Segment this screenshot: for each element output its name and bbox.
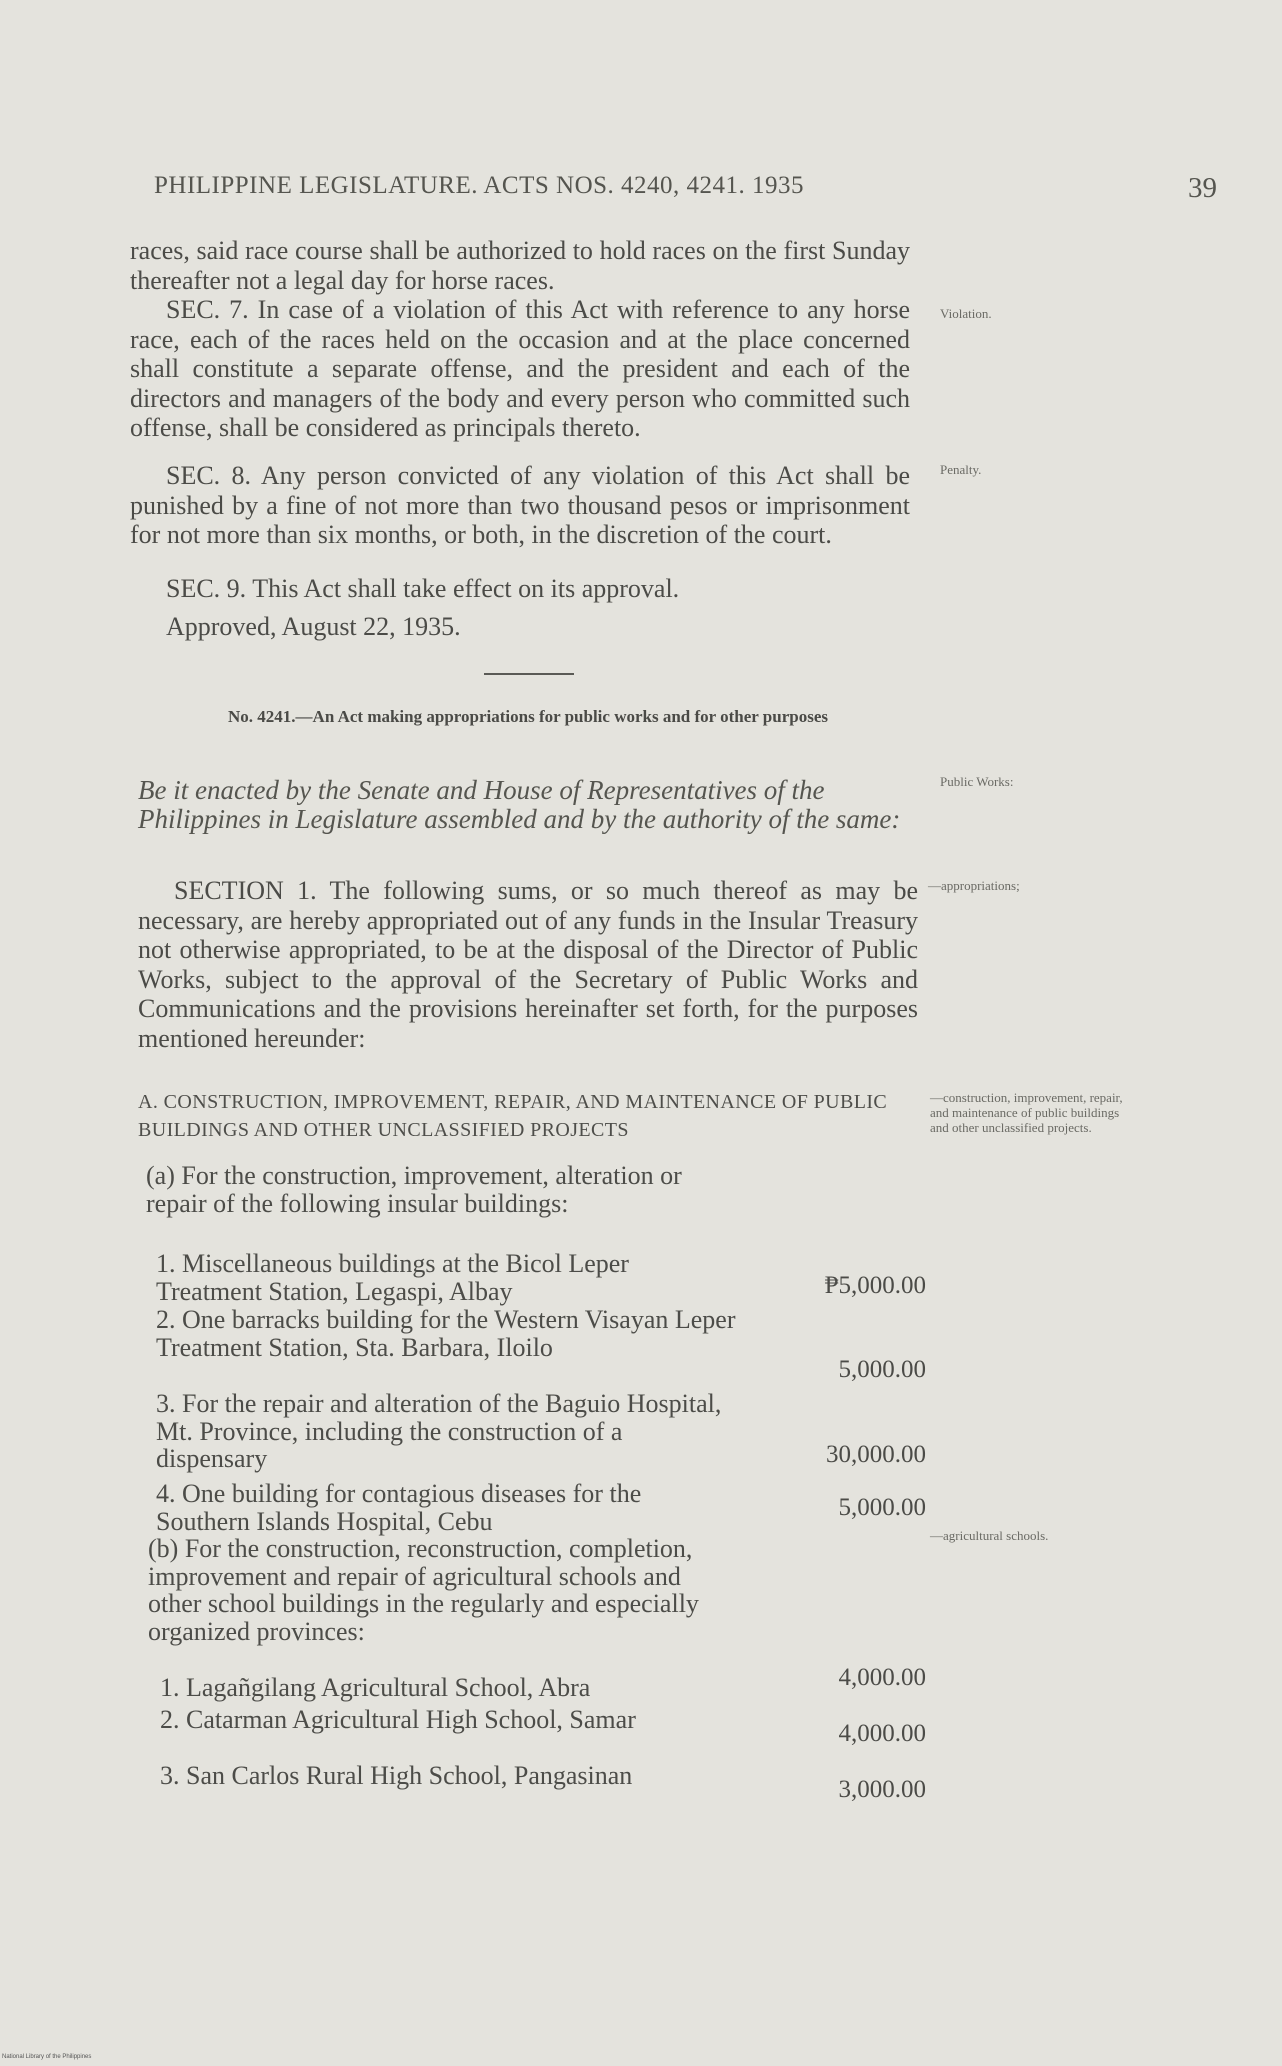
item-b1: 1. Lagañgilang Agricultural School, Abra <box>160 1673 591 1702</box>
section-1-paragraph: SECTION 1. The following sums, or so much thereof as may be necessary, are hereby appropriated out of any funds in the Insular Treasury not otherwise appropriated, to be at the disposal of the Director of Public Works, subject to the approval of the Secretary of Public Works and Communications and the provisions hereinafter set forth, for the purposes mentioned hereunder: <box>138 876 918 1053</box>
section-7-paragraph: SEC. 7. In case of a violation of this Act with reference to any horse race, each of the races held on the occasion and at the place concerned shall constitute a separate offense, and the president and each of the directors and managers of the body and every person who committed such offense, shall be considered as principals thereto. <box>130 295 910 442</box>
item-b2: 2. Catarman Agricultural High School, Samar <box>160 1705 636 1734</box>
item-b3-amount: 3,000.00 <box>838 1776 926 1803</box>
margin-note-penalty: Penalty. <box>940 462 982 477</box>
enacting-clause: Be it enacted by the Senate and House of Representatives of the Philippines in Legislature assembled and by the authority of the same: <box>138 775 901 834</box>
item-a4: 4. One building for contagious diseases for the Southern Islands Hospital, Cebu <box>156 1479 642 1536</box>
approval-date: Approved, August 22, 1935. <box>166 612 461 641</box>
margin-note-construction: —construction, improvement, repair, and maintenance of public buildings and other unclassified projects. <box>930 1090 1123 1135</box>
item-a3-amount: 30,000.00 <box>826 1441 926 1468</box>
item-a2-amount: 5,000.00 <box>838 1356 926 1383</box>
page-number: 39 <box>1188 172 1217 204</box>
item-a2: 2. One barracks building for the Western Visayan Leper Treatment Station, Sta. Barbara, Iloilo <box>156 1305 736 1362</box>
item-a-intro: (a) For the construction, improvement, alteration or repair of the following insular buildings: <box>146 1161 682 1218</box>
item-b-intro: (b) For the construction, reconstruction, completion, improvement and repair of agricultural schools and other school buildings in the regularly and especially organized provinces: <box>148 1534 699 1646</box>
item-b2-amount: 4,000.00 <box>838 1720 926 1747</box>
item-b1-amount: 4,000.00 <box>838 1664 926 1691</box>
item-a1-amount: ₱5,000.00 <box>824 1272 926 1299</box>
continuation-paragraph: races, said race course shall be authorized to hold races on the first Sunday thereafter not a legal day for horse races. <box>130 236 910 295</box>
item-a3: 3. For the repair and alteration of the Baguio Hospital, Mt. Province, including the construction of a dispensary <box>156 1389 722 1473</box>
section-a-heading: A. CONSTRUCTION, IMPROVEMENT, REPAIR, AND MAINTENANCE OF PUBLIC BUILDINGS AND OTHER UNCLASSIFIED PROJECTS <box>138 1091 888 1141</box>
margin-note-public-works: Public Works: <box>940 774 1014 789</box>
section-9-paragraph: SEC. 9. This Act shall take effect on its approval. <box>166 574 680 603</box>
item-a4-amount: 5,000.00 <box>838 1494 926 1521</box>
margin-note-appropriations: —appropriations; <box>928 878 1020 893</box>
section-8-paragraph: SEC. 8. Any person convicted of any violation of this Act shall be punished by a fine of not more than two thousand pesos or imprisonment for not more than six months, or both, in the discretion of the court. <box>130 461 910 549</box>
scan-credit: National Library of the Philippines <box>2 2054 92 2060</box>
section-divider <box>484 673 574 675</box>
margin-note-agricultural: —agricultural schools. <box>930 1528 1049 1543</box>
margin-note-violation: Violation. <box>940 306 992 321</box>
running-header: PHILIPPINE LEGISLATURE. ACTS NOS. 4240, 4241. 1935 <box>154 172 805 199</box>
item-b3: 3. San Carlos Rural High School, Pangasinan <box>160 1761 633 1790</box>
item-a1: 1. Miscellaneous buildings at the Bicol Leper Treatment Station, Legaspi, Albay <box>156 1249 629 1306</box>
act-title: No. 4241.—An Act making appropriations for public works and for other purposes <box>228 707 828 726</box>
